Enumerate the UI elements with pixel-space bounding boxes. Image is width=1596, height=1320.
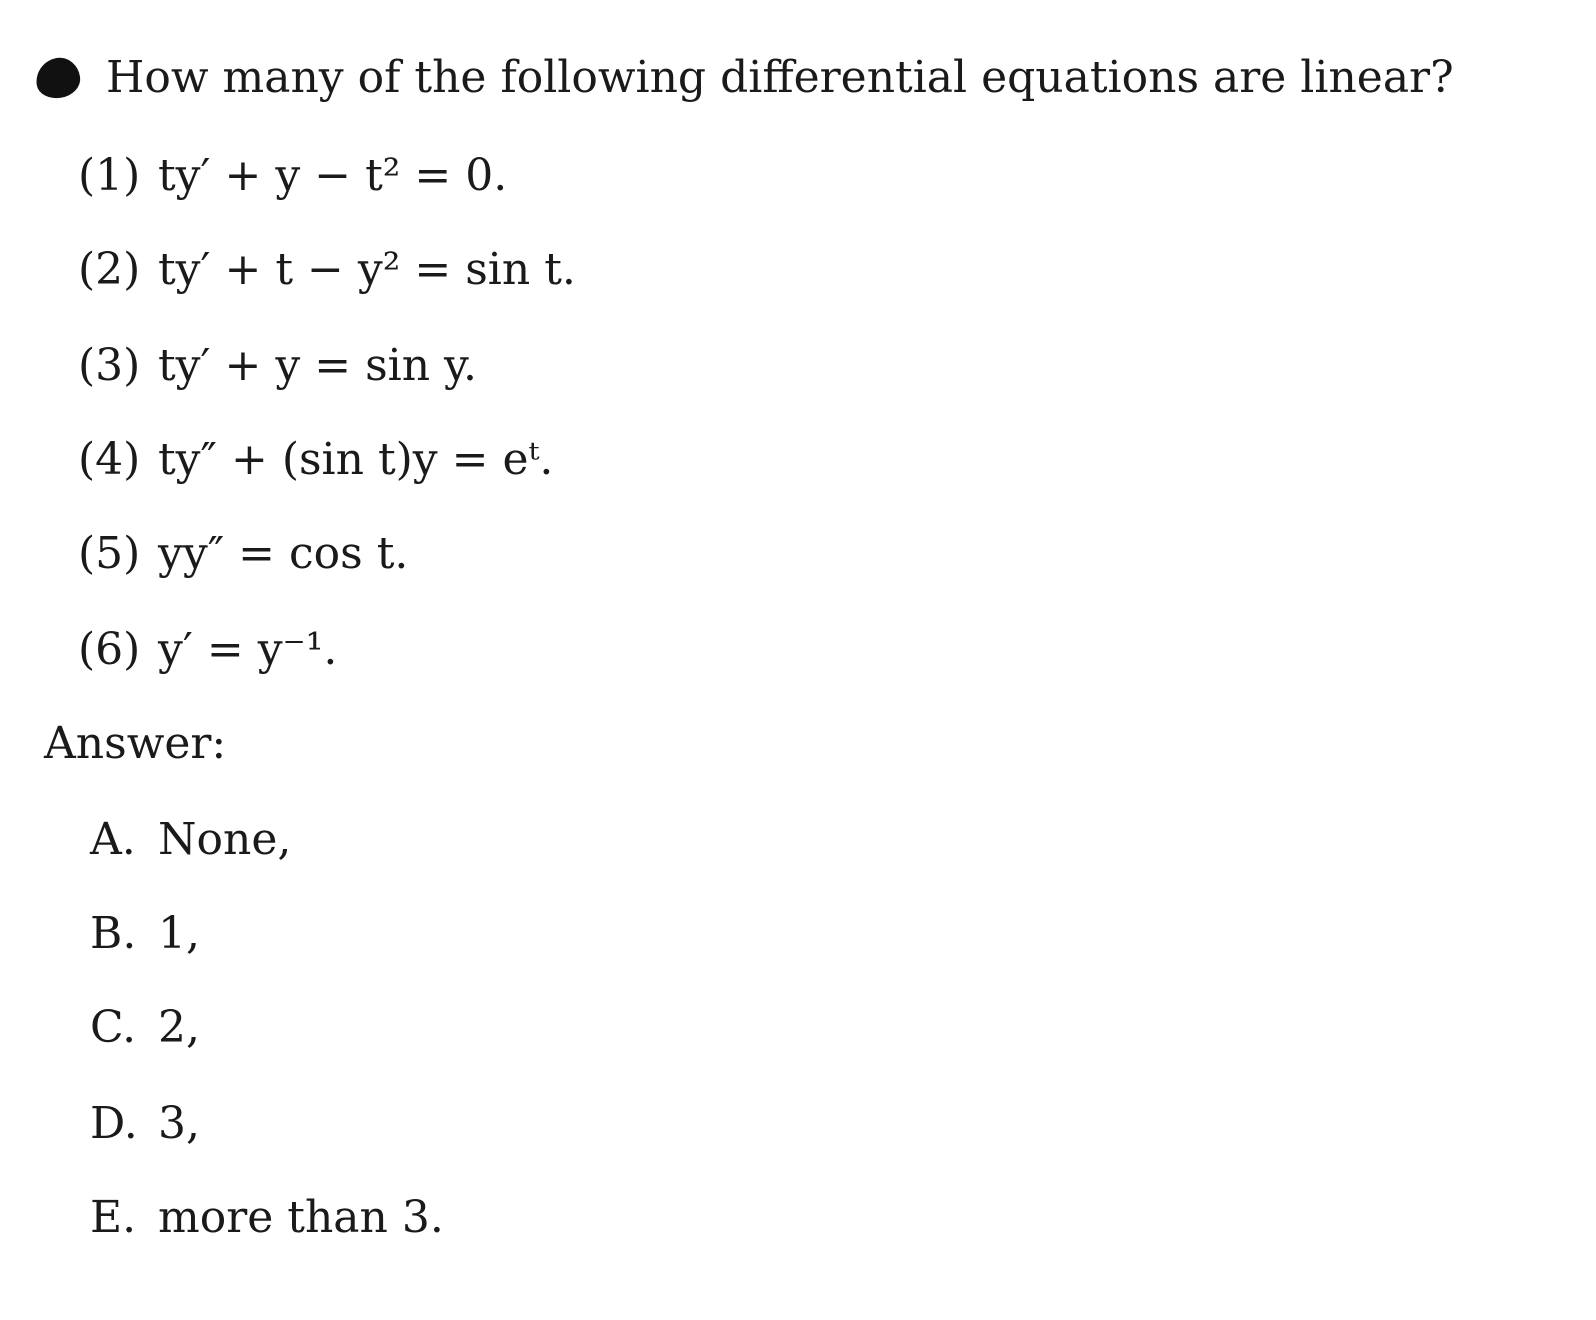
equation-item (78, 526, 408, 582)
choice-text: 3, (158, 1098, 200, 1149)
equation-expression: ty′ + t − y² = sin t. (158, 244, 576, 295)
choice-text: None, (158, 814, 292, 865)
equation-item (78, 338, 477, 394)
choice-letter: B. (90, 908, 137, 959)
equation-item (78, 148, 507, 204)
equation-item (78, 622, 337, 678)
choice-text: 1, (158, 908, 200, 959)
choice-letter: C. (90, 1002, 137, 1053)
choice-text: 2, (158, 1002, 200, 1053)
choice-text: more than 3. (158, 1192, 444, 1243)
equation-number: (4) (78, 434, 141, 485)
equation-expression: ty″ + (sin t)y = eᵗ. (158, 434, 554, 485)
equation-expression: ty′ + y = sin y. (158, 340, 478, 391)
choice-c[interactable] (90, 1000, 200, 1056)
question-bullet-icon (33, 55, 82, 101)
equation-expression: yy″ = cos t. (158, 528, 409, 579)
equation-number: (2) (78, 244, 141, 295)
choice-e[interactable] (90, 1190, 444, 1246)
choice-a[interactable] (90, 812, 291, 868)
equation-item (78, 432, 553, 488)
choice-letter: A. (90, 814, 136, 865)
equation-expression: ty′ + y − t² = 0. (158, 150, 508, 201)
answer-label: Answer: (44, 718, 227, 769)
choice-letter: D. (90, 1098, 138, 1149)
equation-number: (5) (78, 528, 141, 579)
equation-expression: y′ = y⁻¹. (158, 624, 338, 675)
equation-number: (3) (78, 340, 141, 391)
choice-d[interactable] (90, 1096, 200, 1152)
question-text: How many of the following differential equations are linear? (106, 52, 1454, 103)
equation-number: (1) (78, 150, 141, 201)
choice-letter: E. (90, 1192, 137, 1243)
equation-item (78, 242, 576, 298)
equation-number: (6) (78, 624, 141, 675)
choice-b[interactable] (90, 906, 200, 962)
